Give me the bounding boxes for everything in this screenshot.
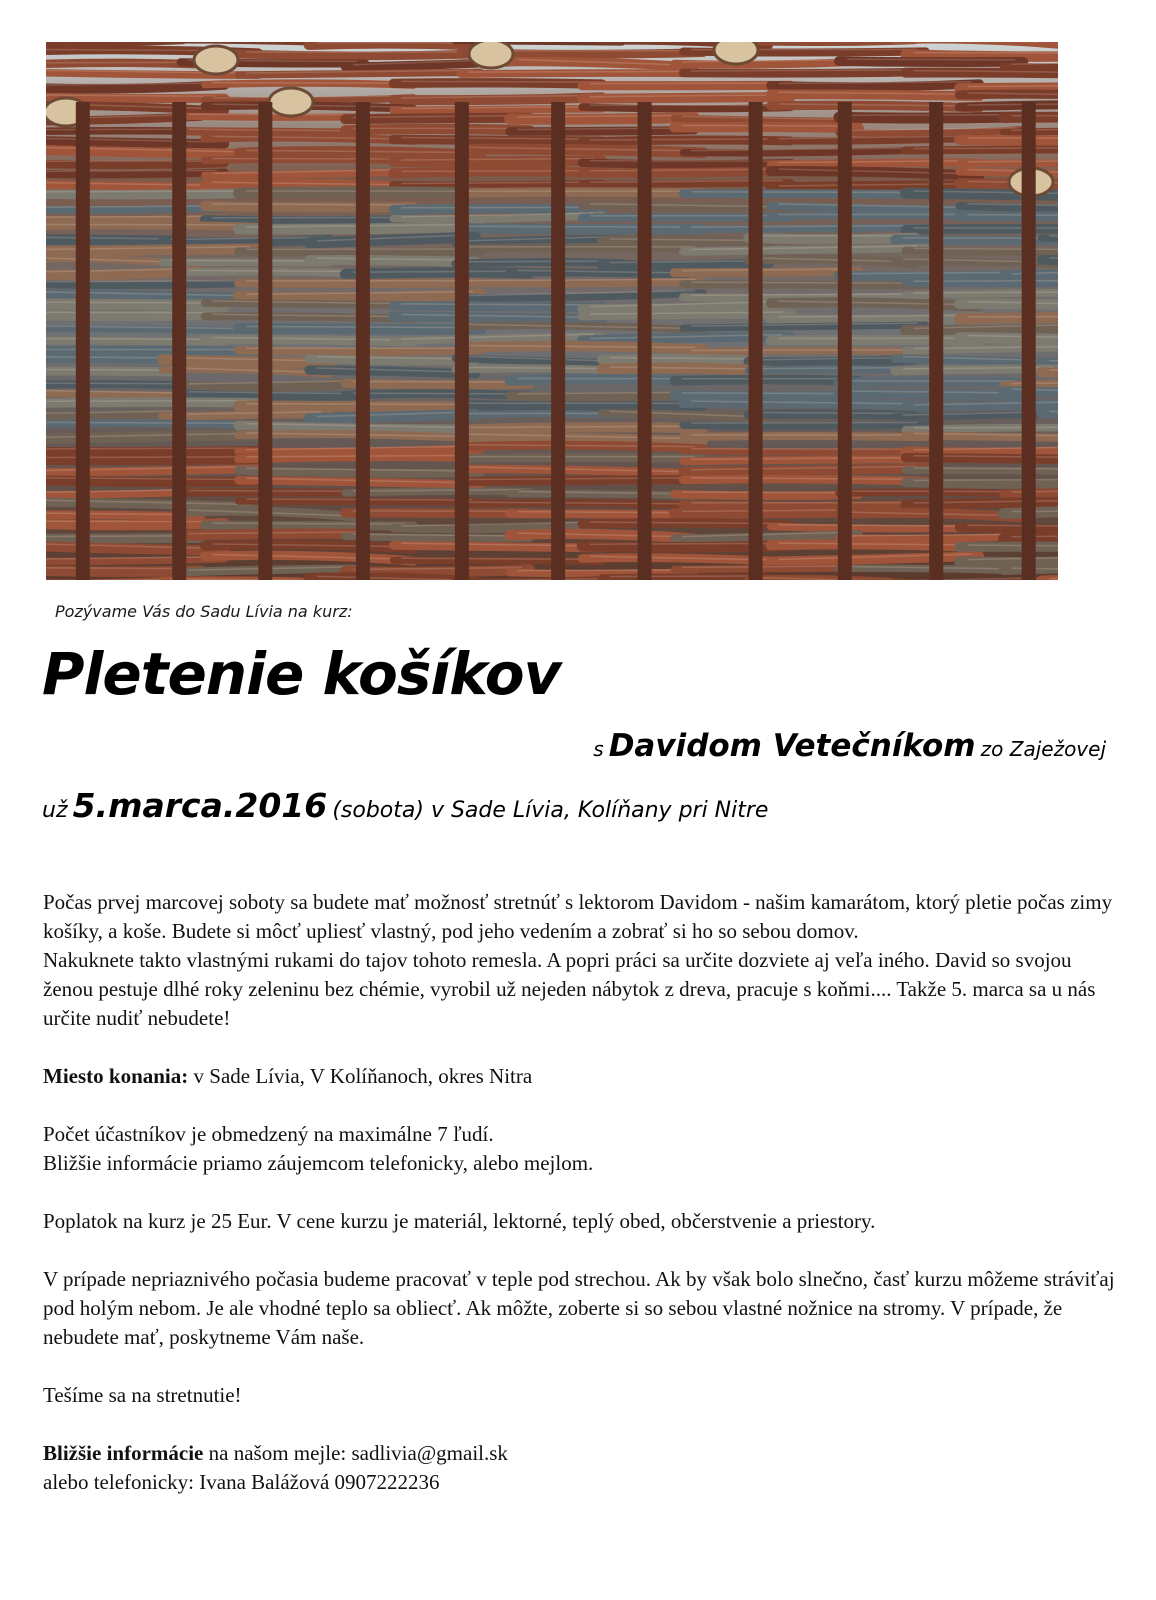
weave-highlight: [401, 81, 594, 82]
weave-rod: [959, 216, 1058, 218]
weave-rod: [906, 73, 1058, 75]
capacity-text: Počet účastníkov je obmedzený na maximálne 7 ľudí.: [43, 1122, 494, 1146]
weave-rod: [345, 570, 530, 573]
intro-text-2: Nakuknete takto vlastnými rukami do tajov tohoto remesla. A popri práci sa určite dozviete aj veľa iného. David so svojou ženou pestuje dlhé roky zeleninu bez chémie, vyrobil už nejeden nábytok z dreva, pracuje s koňmi.... Takže 5. marca sa u nás určite nudiť nebudete!: [43, 948, 1096, 1030]
weave-rod: [959, 318, 1058, 319]
lecturer-prefix: s: [593, 737, 604, 761]
weave-rod: [345, 383, 530, 384]
weave-highlight: [46, 62, 193, 63]
weave-highlight: [46, 216, 217, 217]
basket-stake: [172, 102, 186, 580]
basket-stake: [551, 102, 565, 580]
weave-rod: [393, 83, 602, 84]
weave-highlight: [682, 393, 851, 394]
weave-rod: [674, 512, 859, 514]
weave-rod: [959, 527, 1058, 529]
weave-rod: [510, 117, 695, 119]
weave-rod: [674, 380, 859, 381]
basket-stake: [76, 102, 90, 580]
weather-paragraph: V prípade nepriaznivého počasia budeme pracovať v teple pod strechou. Ak by však bolo slnečno, časť kurzu môžeme stráviťaj pod holým nebom. Je ale vhodné teplo sa obliecť. Ak môžte, zoberte si so sebou vlastné nožnice na stromy. V prípade, že nebudete mať, poskytneme Vám naše.: [43, 1267, 1115, 1349]
intro-paragraph: [43, 888, 1115, 1033]
weave-highlight: [691, 350, 917, 351]
weave-rod: [461, 458, 703, 459]
weave-rod: [393, 209, 602, 210]
contact-paragraph: [43, 1439, 1115, 1497]
weave-highlight: [46, 357, 175, 358]
weave-rod: [46, 304, 225, 305]
lecturer-line: [593, 728, 1106, 764]
weave-rod: [839, 61, 1024, 62]
weave-highlight: [691, 422, 917, 423]
weave-rod: [771, 317, 980, 320]
basket-stake: [929, 102, 943, 580]
weave-rod: [674, 568, 859, 569]
event-date: 5.marca.2016: [72, 786, 328, 825]
weave-highlight: [189, 271, 358, 272]
date-suffix: (sobota) v Sade Lívia, Kolíňany pri Nitre: [332, 798, 769, 823]
weave-rod: [959, 87, 1058, 88]
contact-note: Bližšie informácie priamo záujemcom telefonicky, alebo mejlom.: [43, 1151, 594, 1175]
weave-rod: [674, 271, 859, 273]
weave-rod: [181, 492, 366, 493]
weave-rod: [674, 494, 859, 496]
closing-paragraph: Tešíme sa na stretnutie!: [43, 1383, 242, 1407]
rod-end: [269, 88, 313, 116]
rod-end: [194, 46, 238, 74]
weave-rod: [163, 262, 330, 263]
weave-rod: [959, 338, 1058, 341]
weave-rod: [906, 55, 1058, 57]
weave-rod: [393, 139, 602, 141]
weave-rod: [510, 572, 695, 574]
lecturer-suffix: zo Zaježovej: [980, 737, 1106, 761]
weave-rod: [46, 208, 225, 210]
weave-rod: [959, 163, 1058, 164]
fee-paragraph: Poplatok na kurz je 25 Eur. V cene kurzu je materiál, lektorné, teplý obed, občerstvenie a priestory.: [43, 1209, 876, 1233]
weave-rod: [959, 140, 1058, 141]
weave-rod: [345, 118, 530, 120]
weave-rod: [238, 54, 480, 56]
weave-rod: [959, 206, 1058, 209]
weave-rod: [602, 578, 769, 579]
weave-highlight: [691, 192, 917, 193]
weave-highlight: [213, 523, 406, 524]
weave-highlight: [353, 271, 522, 272]
weave-rod: [1042, 238, 1059, 239]
basket-stake: [838, 102, 852, 580]
basket-stake: [455, 102, 469, 580]
weave-rod: [393, 560, 602, 561]
weave-rod: [771, 527, 980, 529]
weave-highlight: [469, 71, 695, 72]
weave-highlight: [518, 512, 687, 513]
weave-rod: [461, 73, 703, 74]
weave-rod: [510, 514, 695, 515]
weave-rod: [959, 547, 1058, 549]
phone-line: alebo telefonicky: Ivana Balážová 0907222236: [43, 1470, 440, 1494]
weave-highlight: [46, 383, 193, 384]
date-line: [42, 786, 768, 825]
weave-highlight: [691, 282, 917, 283]
weave-rod: [683, 451, 925, 452]
weave-highlight: [757, 368, 908, 369]
rod-end: [714, 42, 758, 64]
weave-rod: [674, 395, 859, 397]
page-title: Pletenie košíkov: [42, 640, 561, 708]
info-label: Bližšie informácie: [43, 1441, 204, 1465]
basket-stake: [1022, 102, 1036, 580]
weave-highlight: [46, 302, 217, 303]
weave-rod: [1042, 413, 1059, 418]
weave-highlight: [518, 570, 687, 571]
weave-rod: [205, 206, 414, 207]
weave-highlight: [353, 381, 522, 382]
weave-rod: [683, 424, 925, 426]
weave-rod: [683, 227, 925, 229]
weave-highlight: [967, 138, 1058, 139]
weave-highlight: [46, 536, 193, 537]
rod-end: [469, 42, 513, 68]
weave-rod: [46, 218, 225, 220]
basket-stake: [356, 102, 370, 580]
weave-rod: [46, 340, 225, 341]
weave-rod: [683, 72, 925, 73]
basket-stake: [749, 102, 763, 580]
weave-rod: [461, 192, 703, 193]
weave-rod: [674, 127, 859, 128]
weave-highlight: [213, 83, 406, 84]
weave-rod: [771, 215, 980, 216]
date-prefix: už: [42, 798, 68, 823]
weave-rod: [205, 220, 414, 222]
weave-rod: [393, 161, 602, 162]
weave-rod: [771, 84, 980, 87]
weave-rod: [46, 523, 225, 525]
weave-highlight: [914, 53, 1058, 54]
weave-rod: [683, 505, 925, 507]
weave-highlight: [847, 59, 1016, 60]
place-paragraph: [43, 1062, 1115, 1091]
info-value: na našom mejle: sadlivia@gmail.sk: [203, 1441, 508, 1465]
weave-rod: [510, 130, 695, 131]
basket-stake: [638, 102, 652, 580]
weave-rod: [683, 284, 925, 285]
intro-text: Počas prvej marcovej soboty sa budete mať možnosť stretnúť s lektorom Davidom - našim kamarátom, ktorý pletie počas zimy košíky, a koše. Budete si môcť upliesť vlastný, pod jeho vedením a zobrať si ho so sebou domov.: [43, 890, 1113, 943]
weave-rod: [683, 436, 925, 437]
weave-rod: [46, 85, 225, 89]
weave-highlight: [682, 492, 851, 493]
weave-highlight: [464, 261, 615, 262]
weave-highlight: [691, 70, 917, 71]
weave-rod: [461, 405, 703, 407]
weave-rod: [771, 340, 980, 341]
weave-rod: [602, 263, 769, 266]
weave-rod: [205, 525, 414, 526]
place-label: Miesto konania:: [43, 1064, 189, 1088]
weave-rod: [461, 228, 703, 229]
basket-stake: [258, 102, 272, 580]
weave-highlight: [46, 369, 175, 370]
weave-rod: [959, 304, 1058, 308]
invitation-line: Pozývame Vás do Sadu Lívia na kurz:: [55, 602, 353, 621]
woven-basket-image: [46, 42, 1058, 580]
weave-rod: [510, 379, 695, 380]
weave-highlight: [189, 114, 358, 115]
weave-rod: [46, 172, 225, 174]
weave-highlight: [469, 226, 695, 227]
weave-rod: [46, 163, 225, 165]
weave-rod: [683, 194, 925, 195]
basket-photo: [46, 42, 1058, 580]
weave-rod: [510, 394, 695, 397]
weave-highlight: [46, 568, 193, 569]
weave-rod: [1042, 42, 1059, 43]
weave-rod: [1042, 260, 1059, 261]
weave-rod: [461, 247, 703, 248]
place-value: v Sade Lívia, V Kolíňanoch, okres Nitra: [188, 1064, 533, 1088]
weave-rod: [393, 184, 602, 186]
weave-rod: [181, 131, 366, 133]
weave-rod: [771, 163, 980, 165]
weave-rod: [582, 97, 791, 99]
weave-rod: [46, 314, 225, 316]
lecturer-name: Davidom Vetečníkom: [608, 728, 976, 764]
weave-rod: [181, 116, 366, 117]
weave-rod: [749, 238, 916, 239]
event-description: [43, 888, 1115, 1526]
weave-rod: [393, 306, 602, 307]
weave-highlight: [757, 412, 908, 413]
capacity-paragraph: [43, 1120, 1115, 1178]
weave-rod: [461, 281, 703, 283]
